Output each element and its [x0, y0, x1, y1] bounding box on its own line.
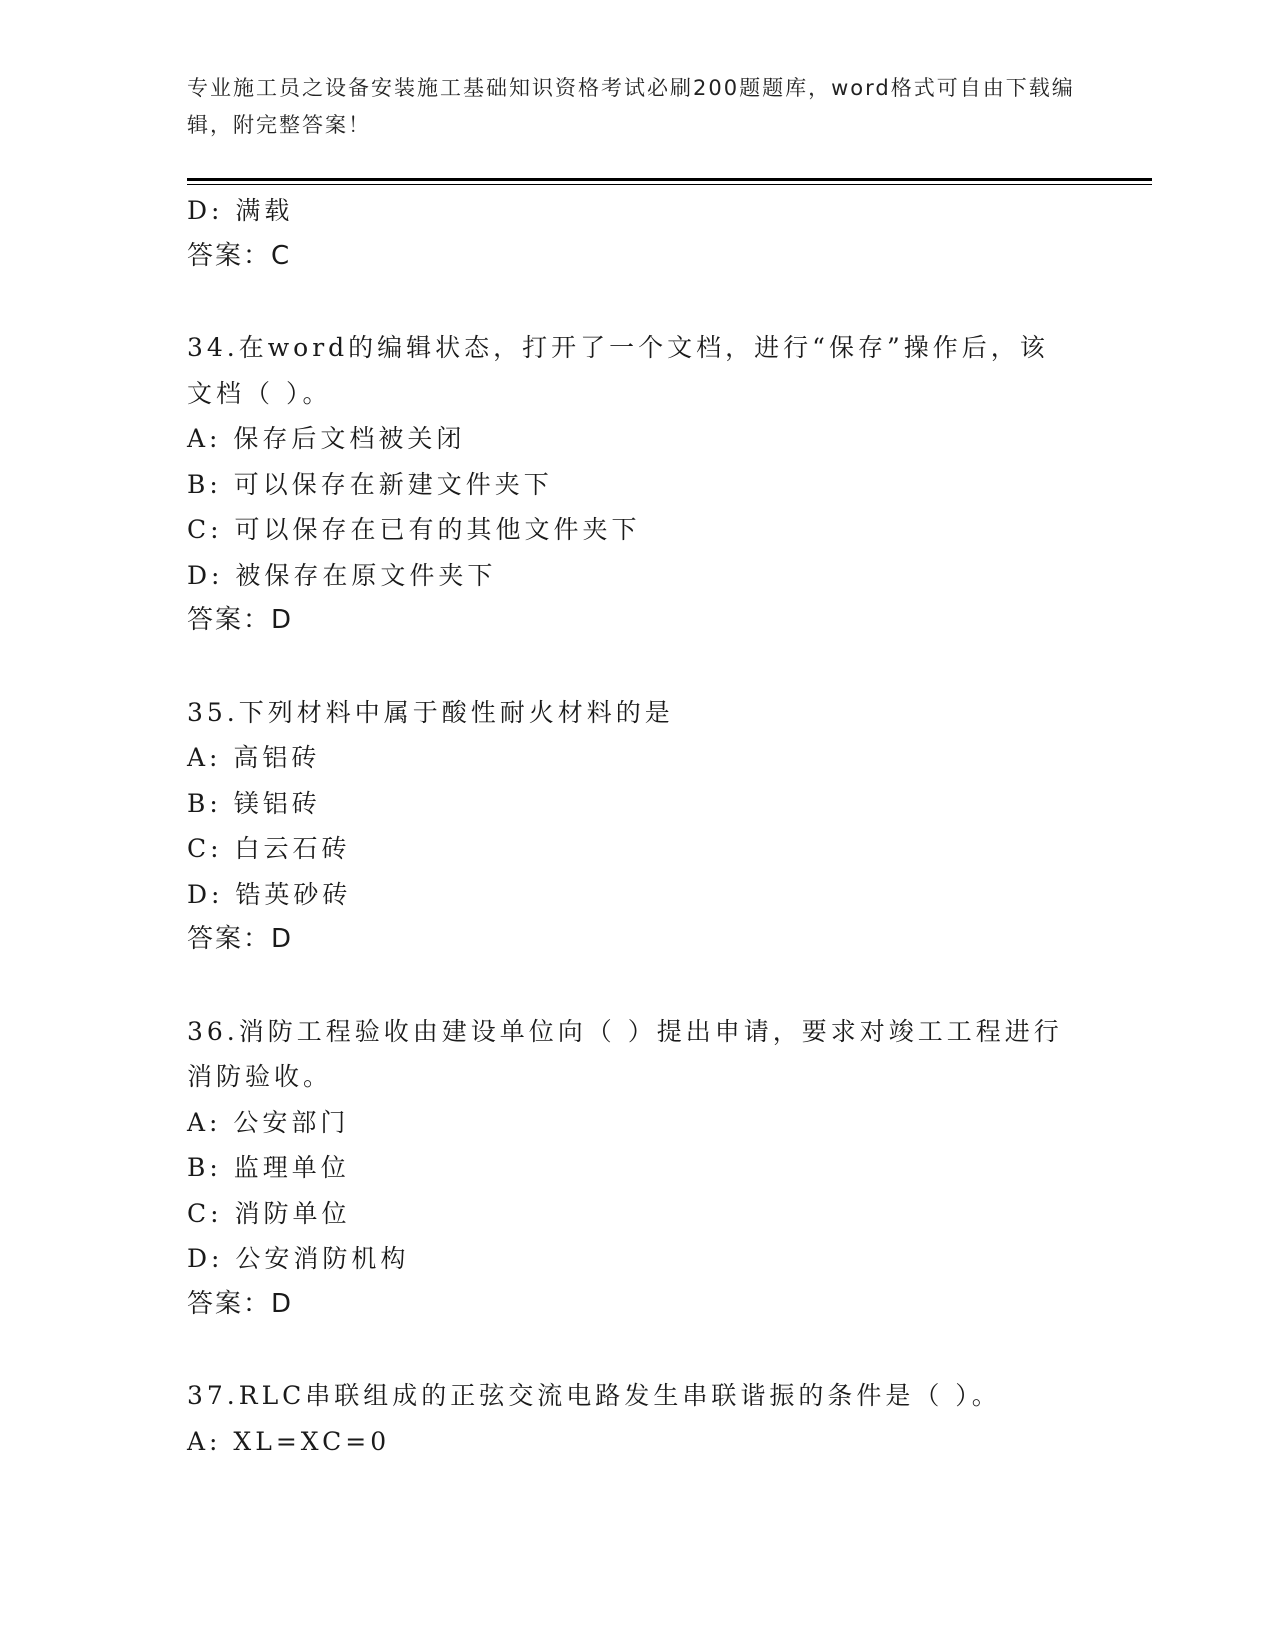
question-35-answer: 答案：D	[187, 924, 294, 954]
question-34-answer: 答案：D	[187, 605, 294, 635]
question-34-option-d: D: 被保存在原文件夹下	[187, 560, 497, 590]
spacer	[187, 279, 1087, 325]
question-35-option-b: B: 镁铝砖	[187, 788, 321, 818]
spacer	[187, 644, 1087, 690]
question-34-stem: 34.在word的编辑状态，打开了一个文档，进行“保存”操作后，该文档（ ）。	[187, 333, 1049, 408]
question-36-option-c: C: 消防单位	[187, 1198, 351, 1228]
question-37-option-a: A: XL=XC=0	[187, 1426, 391, 1456]
question-34-option-b: B: 可以保存在新建文件夹下	[187, 469, 553, 499]
header-rule-thick	[187, 178, 1152, 181]
header-rule-thin	[187, 184, 1152, 185]
question-34-option-c: C: 可以保存在已有的其他文件夹下	[187, 515, 641, 544]
question-36-option-d: D: 公安消防机构	[187, 1244, 410, 1273]
document-header: 专业施工员之设备安装施工基础知识资格考试必刷200题题库，word格式可自由下载编辑，附完整答案！	[187, 76, 1075, 137]
question-34-option-a: A: 保存后文档被关闭	[187, 424, 466, 453]
spacer	[187, 1327, 1087, 1373]
question-35-option-a: A: 高铝砖	[187, 743, 321, 772]
question-35-stem: 35.下列材料中属于酸性耐火材料的是	[187, 697, 674, 727]
answer-text: 答案：C	[187, 240, 292, 271]
option-d-text: D: 满载	[187, 196, 294, 225]
question-37-stem: 37.RLC串联组成的正弦交流电路发生串联谐振的条件是（ ）。	[187, 1381, 1001, 1410]
question-35-option-d: D: 锆英砂砖	[187, 879, 352, 909]
question-36-answer: 答案：D	[187, 1288, 294, 1319]
question-36-stem: 36.消防工程验收由建设单位向（ ）提出申请，要求对竣工工程进行消防验收。	[187, 1016, 1063, 1091]
spacer	[187, 963, 1087, 1009]
question-content	[187, 188, 1087, 1464]
question-35-option-c: C: 白云石砖	[187, 834, 351, 863]
question-36-option-b: B: 监理单位	[187, 1153, 350, 1182]
question-36-option-a: A: 公安部门	[187, 1107, 350, 1137]
